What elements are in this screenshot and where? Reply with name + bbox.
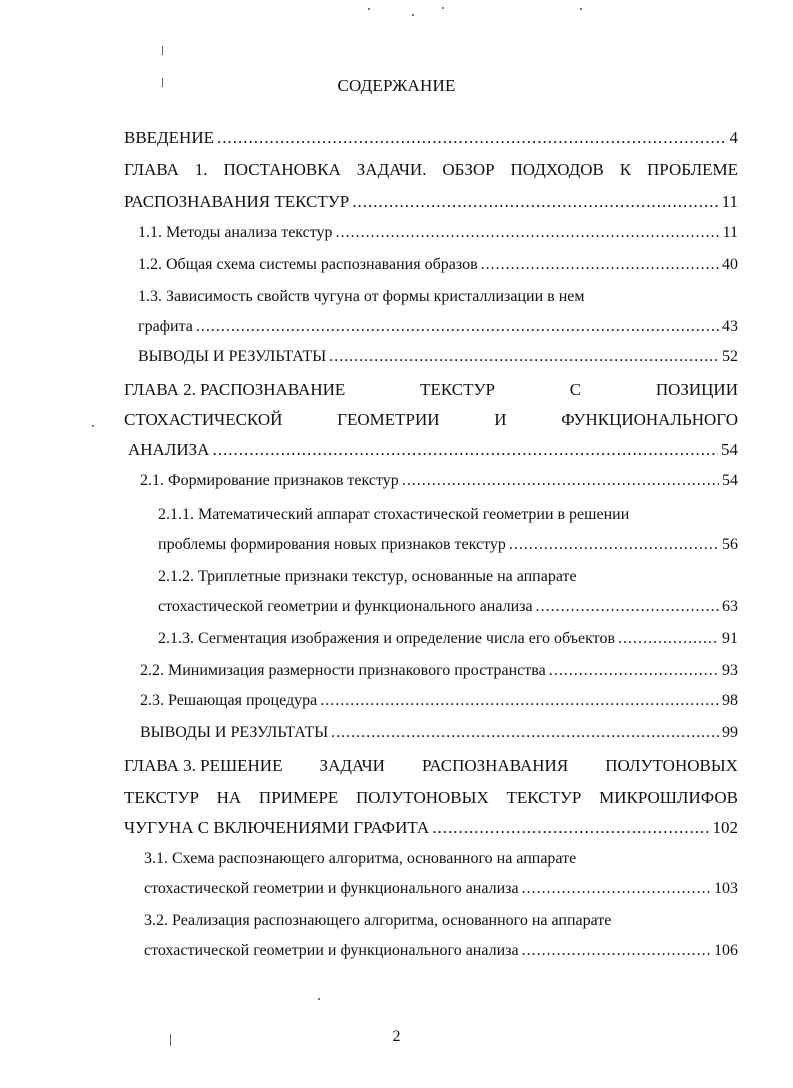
toc-word: ГЛАВА 3. РЕШЕНИЕ [124, 756, 283, 775]
toc-entry-label: ВВЕДЕНИЕ [124, 128, 214, 147]
dot-leader [196, 318, 719, 336]
toc-word: ФУНКЦИОНАЛЬНОГО [561, 410, 738, 429]
toc-section-2-1-1-line-1[interactable]: 2.1.1. Математический аппарат стохастической геометрии в решении [158, 506, 630, 523]
dot-leader [352, 192, 718, 212]
page-number: 2 [392, 1028, 401, 1045]
toc-entry-label: РАСПОЗНАВАНИЯ ТЕКСТУР [124, 192, 350, 211]
dot-leader [536, 598, 719, 616]
toc-entry-label: стохастической геометрии и функционального анализа [144, 880, 519, 897]
toc-chapter-1[interactable] [124, 192, 738, 220]
toc-section-1-2[interactable] [138, 256, 738, 284]
toc-entry-label: 2.2. Минимизация размерности признакового пространства [140, 662, 546, 679]
dot-leader [509, 536, 719, 554]
toc-entry-page: 11 [722, 224, 738, 241]
toc-word: РАСПОЗНАВАНИЯ [422, 756, 569, 775]
toc-entry-page: 106 [714, 942, 738, 959]
toc-entry-page: 40 [722, 256, 738, 273]
toc-word: ТЕКСТУР [420, 380, 495, 399]
toc-entry-label: стохастической геометрии и функционального анализа [144, 942, 519, 959]
dot-leader [481, 256, 719, 274]
toc-word: ПОЗИЦИИ [655, 380, 738, 399]
toc-entry-label: 2.1.3. Сегментация изображения и определение числа его объектов [158, 630, 615, 647]
dot-leader [549, 662, 719, 680]
toc-entry-page: 98 [722, 692, 738, 709]
toc-section-2-1-3[interactable] [158, 630, 738, 658]
toc-word: ГЛАВА 2. РАСПОЗНАВАНИЕ [124, 380, 346, 399]
toc-chapter-2[interactable] [128, 440, 738, 468]
toc-entry-page: 52 [722, 348, 738, 365]
toc-entry-page: 43 [722, 318, 738, 335]
toc-entry-page: 63 [722, 598, 738, 615]
toc-chapter-2-line-2[interactable] [124, 410, 738, 430]
toc-section-2-1-2-line-1[interactable]: 2.1.2. Триплетные признаки текстур, основанные на аппарате [158, 568, 577, 585]
toc-entry-label: 1.2. Общая схема системы распознавания образов [138, 256, 478, 273]
toc-entry-introduction[interactable] [124, 128, 738, 156]
toc-word: И [494, 410, 507, 429]
toc-entry-page: 99 [722, 724, 738, 741]
toc-entry-label: ВЫВОДЫ И РЕЗУЛЬТАТЫ [138, 348, 327, 365]
toc-chapter-2-line-1[interactable] [124, 380, 738, 400]
toc-section-2-2[interactable] [140, 662, 738, 690]
toc-entry-label: проблемы формирования новых признаков текстур [158, 536, 506, 553]
page-title: СОДЕРЖАНИЕ [337, 76, 456, 95]
dot-leader [618, 630, 719, 648]
toc-section-1-1[interactable] [138, 224, 738, 252]
toc-entry-label: ЧУГУНА С ВКЛЮЧЕНИЯМИ ГРАФИТА [124, 818, 430, 837]
toc-entry-label: АНАЛИЗА [128, 440, 210, 459]
toc-entry-label: стохастической геометрии и функционального анализа [158, 598, 533, 615]
toc-entry-label: 1.1. Методы анализа текстур [138, 224, 333, 241]
dot-leader [331, 724, 719, 742]
toc-section-3-2-line-1[interactable]: 3.2. Реализация распознающего алгоритма, основанного на аппарате [144, 912, 612, 929]
toc-section-2-3[interactable] [140, 692, 738, 720]
toc-entry-page: 56 [722, 536, 738, 553]
toc-chapter-2-results[interactable] [140, 724, 738, 752]
toc-section-2-1-1[interactable] [158, 536, 738, 564]
toc-section-2-1-2[interactable] [158, 598, 738, 626]
toc-entry-page: 11 [721, 192, 738, 211]
toc-chapter-1-line-1[interactable]: ГЛАВА 1. ПОСТАНОВКА ЗАДАЧИ. ОБЗОР ПОДХОДОВ К ПРОБЛЕМЕ [124, 160, 738, 179]
toc-entry-label: 2.3. Решающая процедура [140, 692, 318, 709]
dot-leader [522, 880, 711, 898]
toc-entry-page: 93 [722, 662, 738, 679]
toc-word: С [569, 380, 582, 399]
toc-word: СТОХАСТИЧЕСКОЙ [124, 410, 283, 429]
dot-leader [432, 818, 709, 838]
dot-leader [217, 128, 727, 148]
toc-section-2-1[interactable] [140, 472, 738, 500]
toc-word: ЗАДАЧИ [319, 756, 385, 775]
toc-chapter-3[interactable] [124, 818, 738, 846]
toc-section-3-1-line-1[interactable]: 3.1. Схема распознающего алгоритма, основанного на аппарате [144, 850, 577, 867]
dot-leader [320, 692, 719, 710]
toc-chapter-1-results[interactable] [138, 348, 738, 376]
toc-chapter-3-line-1[interactable] [124, 756, 738, 776]
toc-section-1-3-line-1[interactable]: 1.3. Зависимость свойств чугуна от формы кристаллизации в нем [138, 288, 585, 305]
dot-leader [522, 942, 711, 960]
toc-entry-label: ВЫВОДЫ И РЕЗУЛЬТАТЫ [140, 724, 329, 741]
dot-leader [402, 472, 719, 490]
toc-entry-page: 4 [729, 128, 738, 147]
toc-entry-page: 103 [714, 880, 738, 897]
toc-entry-page: 102 [712, 818, 738, 837]
dot-leader [336, 224, 720, 242]
toc-section-3-2[interactable] [144, 942, 738, 970]
toc-entry-page: 91 [722, 630, 738, 647]
toc-entry-page: 54 [722, 472, 738, 489]
toc-entry-label: графита [138, 318, 193, 335]
dot-leader [212, 440, 718, 460]
toc-entry-label: 2.1. Формирование признаков текстур [140, 472, 399, 489]
dot-leader [329, 348, 719, 366]
toc-section-3-1[interactable] [144, 880, 738, 908]
toc-chapter-3-line-2[interactable]: ТЕКСТУР НА ПРИМЕРЕ ПОЛУТОНОВЫХ ТЕКСТУР МИКРОШЛИФОВ [124, 788, 738, 807]
toc-entry-page: 54 [721, 440, 738, 459]
toc-word: ПОЛУТОНОВЫХ [605, 756, 738, 775]
toc-section-1-3[interactable] [138, 318, 738, 346]
toc-word: ГЕОМЕТРИИ [337, 410, 440, 429]
